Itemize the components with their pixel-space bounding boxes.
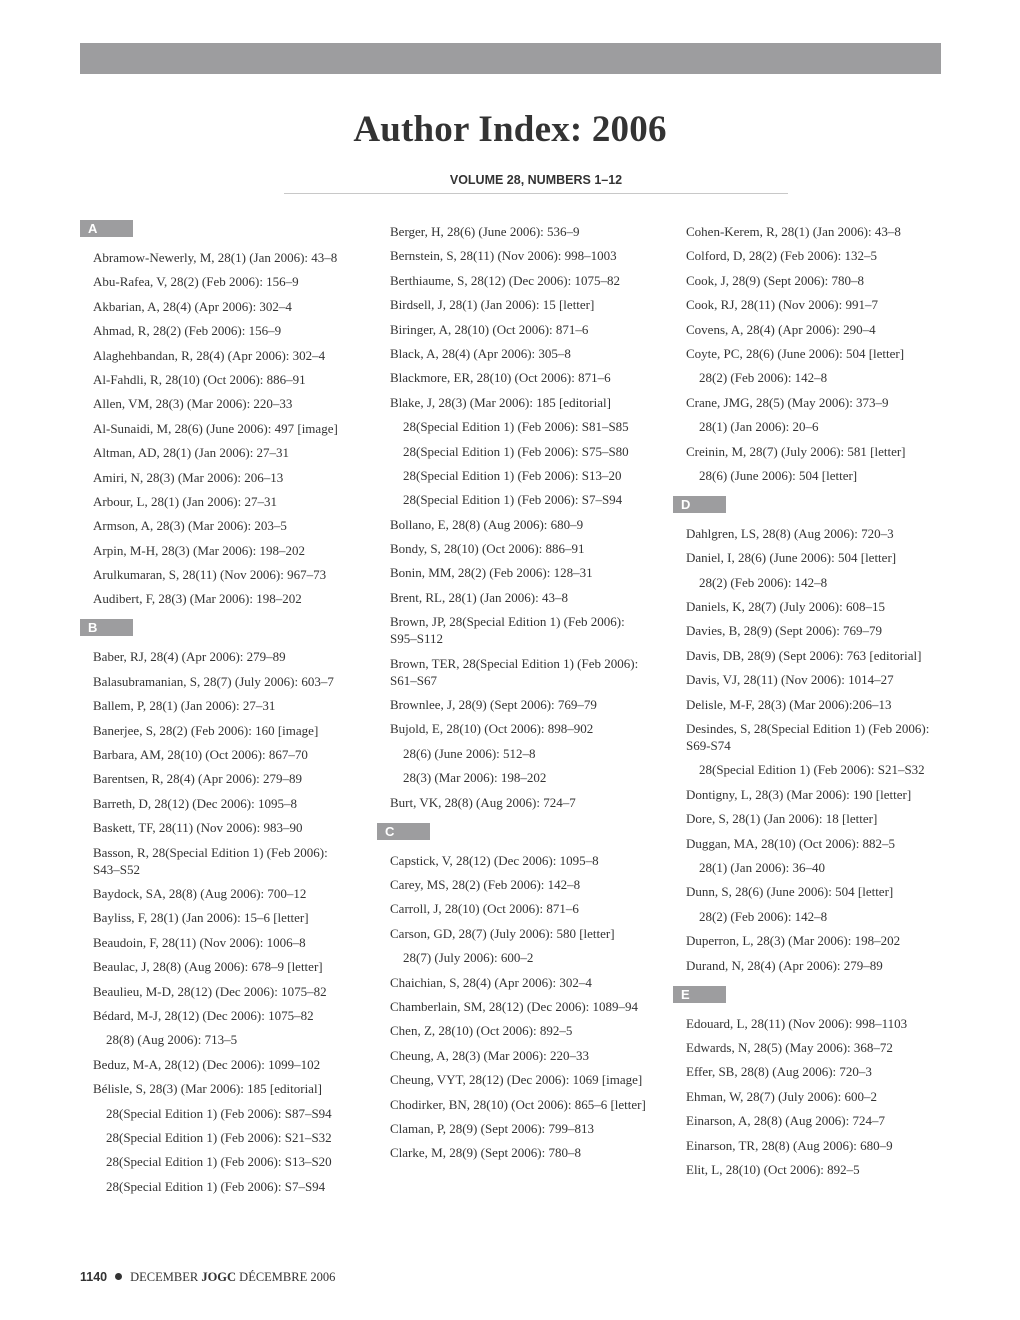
section-letter-heading: B [80,619,133,636]
index-sub-entry: 28(2) (Feb 2006): 142–8 [699,574,828,590]
index-entry: Abramow-Newerly, M, 28(1) (Jan 2006): 43–8 [93,250,338,265]
index-entry: Berger, H, 28(6) (June 2006): 536–9 [390,224,580,239]
index-sub-entry: 28(2) (Feb 2006): 142–8 [699,370,828,386]
index-entry: Abu-Rafea, V, 28(2) (Feb 2006): 156–9 [93,274,299,290]
index-entry: Bayliss, F, 28(1) (Jan 2006): 15–6 [letter] [93,910,309,926]
index-entry: Carroll, J, 28(10) (Oct 2006): 871–6 [390,901,579,917]
index-entry: Duperron, L, 28(3) (Mar 2006): 198–202 [686,933,901,949]
index-entry: Black, A, 28(4) (Apr 2006): 305–8 [390,345,571,361]
index-entry: Allen, VM, 28(3) (Mar 2006): 220–33 [93,396,293,412]
index-entry: Baydock, SA, 28(8) (Aug 2006): 700–12 [93,885,307,901]
index-entry: Cheung, A, 28(3) (Mar 2006): 220–33 [390,1047,589,1063]
index-sub-entry: 28(Special Edition 1) (Feb 2006): S81–S85 [403,419,629,435]
index-entry: Chamberlain, SM, 28(12) (Dec 2006): 1089–94 [390,998,639,1014]
index-sub-entry: 28(Special Edition 1) (Feb 2006): S75–S80 [403,443,629,459]
index-entry: Banerjee, S, 28(2) (Feb 2006): 160 [image] [93,722,319,738]
index-entry: Dunn, S, 28(6) (June 2006): 504 [letter] [686,884,894,900]
section-letter-heading: A [80,220,133,237]
footer-month: DECEMBER [130,1270,199,1284]
index-sub-entry: 28(1) (Jan 2006): 20–6 [699,419,819,435]
index-entry: Bondy, S, 28(10) (Oct 2006): 886–91 [390,541,585,557]
index-entry: Baskett, TF, 28(11) (Nov 2006): 983–90 [93,820,303,836]
index-entry: Brown, JP, 28(Special Edition 1) (Feb 2006): S95–S112 [390,614,625,647]
index-entry: Beaudoin, F, 28(11) (Nov 2006): 1006–8 [93,934,306,950]
index-entry-list [673,525,948,974]
index-entry: Brown, TER, 28(Special Edition 1) (Feb 2006): S61–S67 [390,655,639,688]
index-entry: Cheung, VYT, 28(12) (Dec 2006): 1069 [image] [390,1072,643,1088]
page-title: Author Index: 2006 [353,109,667,150]
index-entry: Bonin, MM, 28(2) (Feb 2006): 128–31 [390,565,593,581]
index-sub-entry: 28(3) (Mar 2006): 198–202 [403,770,547,786]
index-entry: Barentsen, R, 28(4) (Apr 2006): 279–89 [93,771,303,787]
index-entry: Chodirker, BN, 28(10) (Oct 2006): 865–6 [letter] [390,1096,646,1112]
index-sub-entry: 28(8) (Aug 2006): 713–5 [106,1032,238,1048]
page-subtitle: VOLUME 28, NUMBERS 1–12 [284,173,788,194]
index-entry: Beduz, M-A, 28(12) (Dec 2006): 1099–102 [93,1056,321,1072]
index-entry: Brownlee, J, 28(9) (Sept 2006): 769–79 [390,697,597,713]
index-entry: Davies, B, 28(9) (Sept 2006): 769–79 [686,623,883,639]
index-entry: Ehman, W, 28(7) (July 2006): 600–2 [686,1088,878,1104]
index-entry: Al-Fahdli, R, 28(10) (Oct 2006): 886–91 [93,371,306,387]
index-entry: Carson, GD, 28(7) (July 2006): 580 [letter] [390,925,615,941]
index-entry: Arulkumaran, S, 28(11) (Nov 2006): 967–73 [93,567,327,583]
index-entry: Edwards, N, 28(5) (May 2006): 368–72 [686,1039,893,1055]
index-entry: Daniel, I, 28(6) (June 2006): 504 [letter] [686,550,897,566]
index-sub-entry: 28(Special Edition 1) (Feb 2006): S87–S94 [106,1105,332,1121]
index-entry: Bélisle, S, 28(3) (Mar 2006): 185 [editorial] [93,1081,322,1097]
index-entry-list [673,223,948,484]
index-entry: Claman, P, 28(9) (Sept 2006): 799–813 [390,1120,595,1136]
index-sub-entry: 28(Special Edition 1) (Feb 2006): S21–S32 [106,1129,332,1145]
index-entry: Capstick, V, 28(12) (Dec 2006): 1095–8 [390,852,599,868]
index-entry: Crane, JMG, 28(5) (May 2006): 373–9 [686,394,889,410]
index-entry: Armson, A, 28(3) (Mar 2006): 203–5 [93,518,287,534]
section-letter-heading: C [377,823,430,840]
index-sub-entry: 28(Special Edition 1) (Feb 2006): S7–S94 [106,1178,326,1194]
index-sub-entry: 28(6) (June 2006): 504 [letter] [699,467,858,483]
index-entry: Coyte, PC, 28(6) (June 2006): 504 [letter] [686,345,905,361]
index-sub-entry: 28(2) (Feb 2006): 142–8 [699,908,828,924]
index-entry: Clarke, M, 28(9) (Sept 2006): 780–8 [390,1145,582,1161]
index-entry-list [377,852,652,1162]
index-entry: Davis, DB, 28(9) (Sept 2006): 763 [editorial] [686,647,922,663]
page-footer [80,1270,335,1285]
index-entry: Baber, RJ, 28(4) (Apr 2006): 279–89 [93,649,286,665]
index-entry: Audibert, F, 28(3) (Mar 2006): 198–202 [93,591,302,607]
index-entry: Bujold, E, 28(10) (Oct 2006): 898–902 [390,721,594,737]
index-entry: Barbara, AM, 28(10) (Oct 2006): 867–70 [93,747,308,763]
index-entry-list [80,249,355,607]
index-entry: Creinin, M, 28(7) (July 2006): 581 [letter] [686,443,906,459]
index-entry: Blackmore, ER, 28(10) (Oct 2006): 871–6 [390,370,611,386]
index-sub-entry: 28(Special Edition 1) (Feb 2006): S7–S94 [403,492,623,508]
index-sub-entry: 28(Special Edition 1) (Feb 2006): S13–20 [403,467,622,483]
index-entry: Brent, RL, 28(1) (Jan 2006): 43–8 [390,589,569,605]
index-entry: Cook, J, 28(9) (Sept 2006): 780–8 [686,272,865,288]
footer-journal: JOGC [201,1270,237,1284]
index-entry: Einarson, A, 28(8) (Aug 2006): 724–7 [686,1113,885,1129]
bullet-icon [115,1273,122,1280]
section-letter-heading: D [673,496,726,513]
index-entry: Arpin, M-H, 28(3) (Mar 2006): 198–202 [93,542,305,558]
section-letter-heading: E [673,986,726,1003]
index-entry: Duggan, MA, 28(10) (Oct 2006): 882–5 [686,835,896,851]
index-entry: Bédard, M-J, 28(12) (Dec 2006): 1075–82 [93,1007,314,1023]
index-sub-entry: 28(1) (Jan 2006): 36–40 [699,859,826,875]
index-entry: Durand, N, 28(4) (Apr 2006): 279–89 [686,957,883,973]
index-entry: Berthiaume, S, 28(12) (Dec 2006): 1075–82 [390,272,620,288]
index-entry: Beaulac, J, 28(8) (Aug 2006): 678–9 [letter] [93,959,323,975]
page-number: 1140 [80,1270,108,1284]
index-entry: Delisle, M-F, 28(3) (Mar 2006):206–13 [686,696,892,712]
index-entry: Alaghehbandan, R, 28(4) (Apr 2006): 302–4 [93,347,326,363]
index-entry: Amiri, N, 28(3) (Mar 2006): 206–13 [93,469,284,485]
footer-month-fr: DÉCEMBRE 2006 [239,1270,336,1284]
index-entry: Altman, AD, 28(1) (Jan 2006): 27–31 [93,445,290,461]
index-entry: Cohen-Kerem, R, 28(1) (Jan 2006): 43–8 [686,224,901,239]
index-entry: Cook, RJ, 28(11) (Nov 2006): 991–7 [686,297,878,313]
index-entry: Carey, MS, 28(2) (Feb 2006): 142–8 [390,876,581,892]
index-entry: Chen, Z, 28(10) (Oct 2006): 892–5 [390,1023,573,1039]
index-entry: Desindes, S, 28(Special Edition 1) (Feb 2006): S69-S74 [686,721,930,754]
index-entry: Ahmad, R, 28(2) (Feb 2006): 156–9 [93,323,282,339]
index-entry: Birdsell, J, 28(1) (Jan 2006): 15 [letter] [390,297,595,313]
index-entry-list [80,648,355,1194]
index-entry: Edouard, L, 28(11) (Nov 2006): 998–1103 [686,1015,908,1031]
index-entry: Colford, D, 28(2) (Feb 2006): 132–5 [686,248,878,264]
index-entry: Einarson, TR, 28(8) (Aug 2006): 680–9 [686,1137,893,1153]
index-entry: Arbour, L, 28(1) (Jan 2006): 27–31 [93,493,277,509]
index-entry: Barreth, D, 28(12) (Dec 2006): 1095–8 [93,795,297,811]
index-column-3 [673,220,948,1190]
index-entry: Davis, VJ, 28(11) (Nov 2006): 1014–27 [686,672,894,688]
index-entry: Basson, R, 28(Special Edition 1) (Feb 2006): S43–S52 [93,844,328,877]
index-entry: Blake, J, 28(3) (Mar 2006): 185 [editorial] [390,394,611,410]
index-entry: Effer, SB, 28(8) (Aug 2006): 720–3 [686,1064,872,1080]
index-entry: Balasubramanian, S, 28(7) (July 2006): 603–7 [93,673,334,689]
index-entry: Burt, VK, 28(8) (Aug 2006): 724–7 [390,794,576,810]
index-entry: Al-Sunaidi, M, 28(6) (June 2006): 497 [image] [93,420,338,436]
index-entry-list [377,223,652,811]
index-column-1 [80,220,355,1207]
index-entry: Bernstein, S, 28(11) (Nov 2006): 998–1003 [390,248,617,264]
index-entry: Chaichian, S, 28(4) (Apr 2006): 302–4 [390,974,592,990]
index-entry: Dontigny, L, 28(3) (Mar 2006): 190 [letter] [686,786,912,802]
index-sub-entry: 28(Special Edition 1) (Feb 2006): S21–S32 [699,762,925,778]
index-entry-list [673,1015,948,1178]
index-entry: Beaulieu, M-D, 28(12) (Dec 2006): 1075–82 [93,983,327,999]
index-sub-entry: 28(6) (June 2006): 512–8 [403,745,536,761]
index-entry: Ballem, P, 28(1) (Jan 2006): 27–31 [93,698,276,714]
index-entry: Dahlgren, LS, 28(8) (Aug 2006): 720–3 [686,525,894,541]
index-entry: Daniels, K, 28(7) (July 2006): 608–15 [686,599,885,615]
index-entry: Dore, S, 28(1) (Jan 2006): 18 [letter] [686,811,878,827]
index-entry: Covens, A, 28(4) (Apr 2006): 290–4 [686,321,876,337]
index-entry: Elit, L, 28(10) (Oct 2006): 892–5 [686,1161,860,1177]
index-entry: Bollano, E, 28(8) (Aug 2006): 680–9 [390,516,584,532]
top-banner-bar [80,43,941,74]
index-sub-entry: 28(Special Edition 1) (Feb 2006): S13–S20 [106,1154,332,1170]
index-sub-entry: 28(7) (July 2006): 600–2 [403,950,534,966]
index-entry: Akbarian, A, 28(4) (Apr 2006): 302–4 [93,298,292,314]
index-entry: Biringer, A, 28(10) (Oct 2006): 871–6 [390,321,589,337]
index-column-2 [377,220,652,1173]
